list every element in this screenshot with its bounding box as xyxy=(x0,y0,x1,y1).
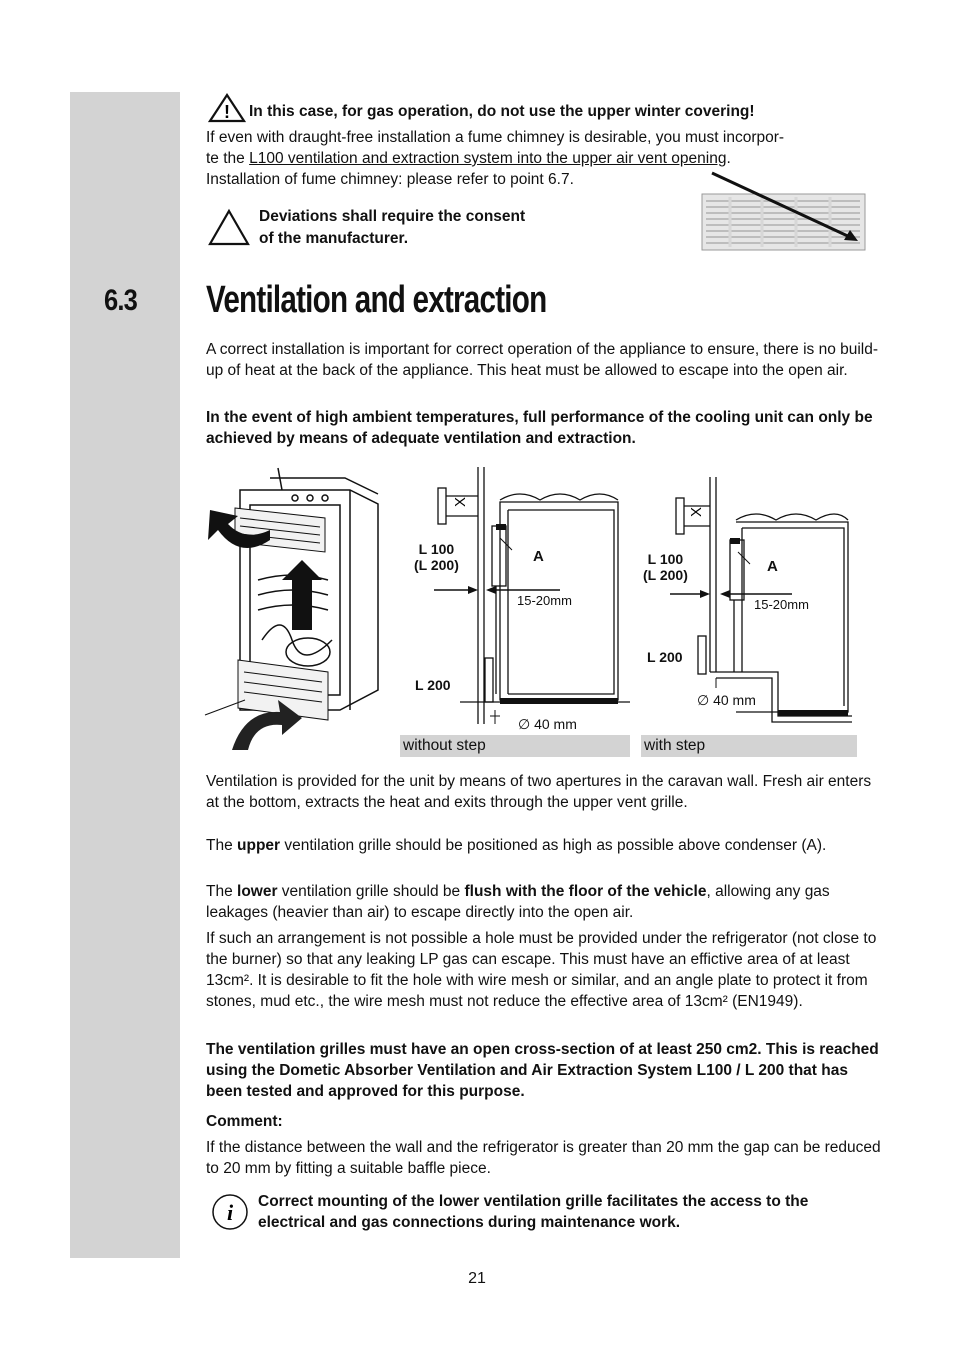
warning-line: Installation of fume chimney: please refer to point 6.7. xyxy=(206,171,574,188)
paragraph-upper xyxy=(206,835,882,856)
caption-without-step: without step xyxy=(400,735,630,757)
text: te the xyxy=(206,150,250,167)
emphasis: flush with the floor of the vehicle xyxy=(464,883,707,900)
deviation-line: of the manufacturer. xyxy=(259,230,408,247)
gap-label: 15-20mm xyxy=(754,597,809,612)
caption-with-step: with step xyxy=(641,735,857,757)
label: (L 200) xyxy=(414,557,459,573)
hole-label: ∅ 40 mm xyxy=(697,692,756,708)
deviation-line: Deviations shall require the consent xyxy=(259,208,526,225)
l200-label: L 200 xyxy=(415,677,451,693)
label: (L 200) xyxy=(643,567,688,583)
svg-text:i: i xyxy=(226,1200,234,1225)
emphasis: upper xyxy=(237,837,281,854)
l100-label xyxy=(643,551,688,583)
label: L 100 xyxy=(647,551,684,567)
label: L 100 xyxy=(418,541,455,557)
l100-label xyxy=(414,541,459,573)
text: , allowing any gas leakages (heavier than air) to escape directly into the open air. xyxy=(206,883,830,921)
x-label: X xyxy=(452,496,469,507)
warning-heading: In this case, for gas operation, do not use the upper winter covering! xyxy=(249,103,755,120)
l100-link: L100 ventilation and extraction system into the upper air vent opening xyxy=(249,150,727,167)
a-label: A xyxy=(767,558,778,575)
paragraph-grilles: The ventilation grilles must have an open cross-section of at least 250 cm2. This is reached using the Dometic Absorber Ventilation and Air Extraction System L100 / L 200 that has been tested and approved for this purpose. xyxy=(206,1041,879,1100)
section-title: Ventilation and extraction xyxy=(206,279,547,321)
warning-line xyxy=(206,148,882,169)
text: The xyxy=(206,837,238,854)
info-icon xyxy=(211,1193,249,1231)
section-number: 6.3 xyxy=(104,284,137,317)
info-note: Correct mounting of the lower ventilation grille facilitates the access to the electrical and gas connections during maintenance work. xyxy=(258,1193,809,1231)
x-label: X xyxy=(688,506,705,517)
intro-paragraph: A correct installation is important for correct operation of the appliance to ensure, there is no build-up of heat at the back of the appliance. This heat must be allowed to escape into the open air. xyxy=(206,341,879,379)
paragraph-lower xyxy=(206,881,882,923)
warning-triangle-icon xyxy=(208,208,250,246)
hole-label: ∅ 40 mm xyxy=(518,716,577,732)
paragraph-hole: If such an arrangement is not possible a hole must be provided under the refrigerator (not close to the burner) so that any leaking LP gas can escape. This must have an effictive area of at least 13cm². It is desirable to fit the hole with wire mesh or similar, and an angle plate to protect it from stones, mud etc., the wire mesh must not reduce the effective area of 13cm² (EN1949). xyxy=(206,930,877,1010)
paragraph-ventilation: Ventilation is provided for the unit by means of two apertures in the caravan wall. Fresh air enters at the bottom, extracts the heat and exits through the upper vent grille. xyxy=(206,773,872,811)
text: The xyxy=(206,883,238,900)
l200-label: L 200 xyxy=(647,649,683,665)
text: . xyxy=(726,150,731,167)
warning-icon xyxy=(208,93,246,123)
a-label: A xyxy=(533,548,544,565)
svg-text:!: ! xyxy=(224,102,230,122)
refrigerator-illustration xyxy=(200,460,390,756)
text: ventilation grille should be xyxy=(277,883,465,900)
gap-label: 15-20mm xyxy=(517,593,572,608)
vent-grille-image xyxy=(700,170,868,254)
text: ventilation grille should be positioned as high as possible above condenser (A). xyxy=(280,837,827,854)
deviation-note xyxy=(259,206,525,250)
intro-bold-paragraph: In the event of high ambient temperatures, full performance of the cooling unit can only be achieved by means of adequate ventilation and extraction. xyxy=(206,409,873,447)
warning-line: If even with draught-free installation a fume chimney is desirable, you must incorpor- xyxy=(206,129,785,146)
comment-label: Comment: xyxy=(206,1113,283,1130)
emphasis: lower xyxy=(237,883,278,900)
page-number: 21 xyxy=(468,1270,486,1287)
side-band xyxy=(70,92,180,1258)
paragraph-comment: If the distance between the wall and the refrigerator is greater than 20 mm the gap can be reduced to 20 mm by fitting a suitable baffle piece. xyxy=(206,1139,881,1177)
